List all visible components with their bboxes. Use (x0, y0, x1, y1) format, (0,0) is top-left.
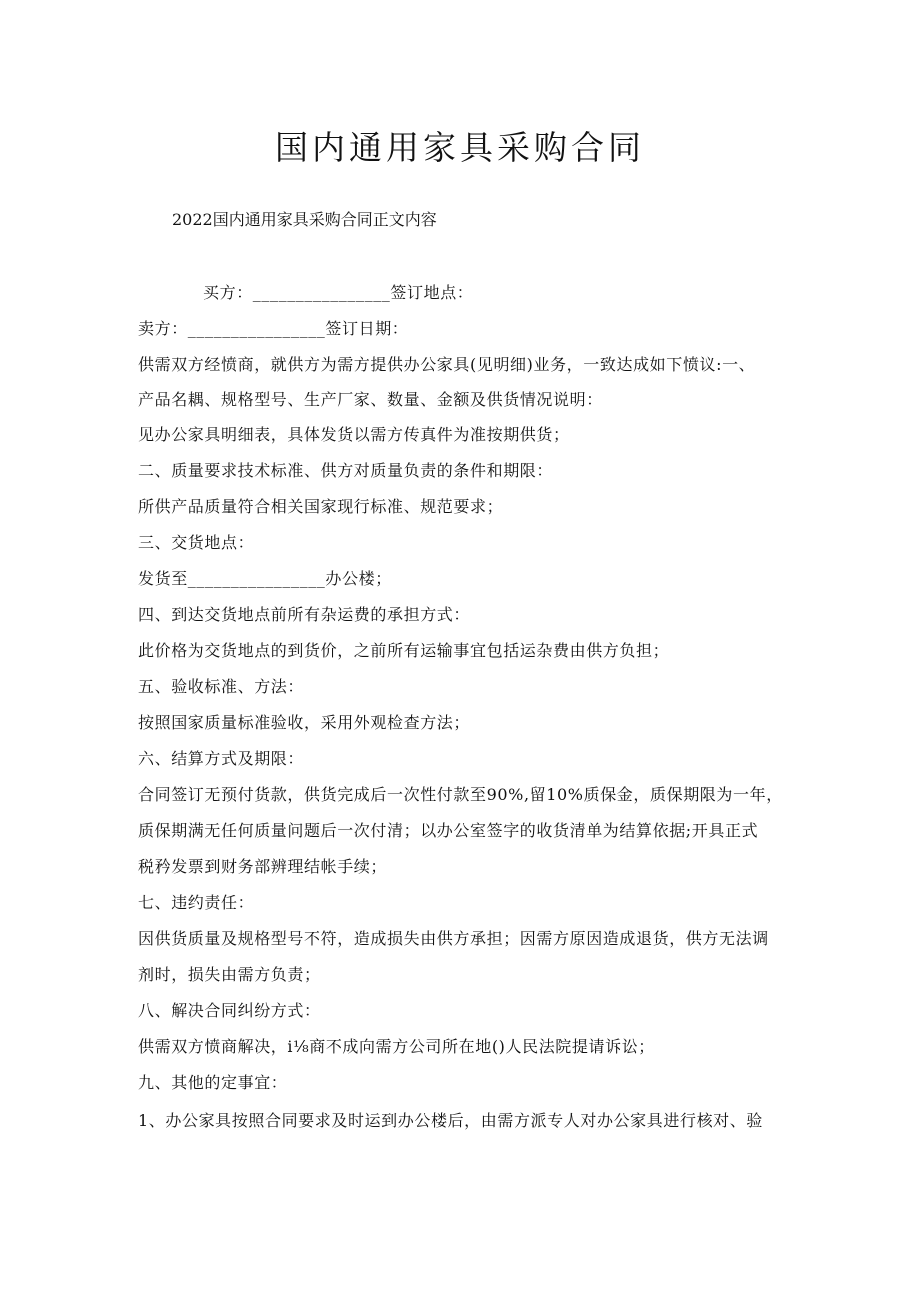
section-heading: 三、交货地点： (138, 533, 255, 552)
body-line: 税矜发票到财务部辨理结帐手续； (138, 857, 388, 876)
section-heading: 八、解决合同纠纷方式： (138, 1001, 321, 1020)
body-line: 因供货质量及规格型号不符，造成损失由供方承担；因需方原因造成退货，供方无法调 (138, 929, 769, 948)
body-line: 发货至________________办公楼； (138, 569, 392, 588)
body-line: 所供产品质量符合相关国家现行标准、规范要求； (138, 497, 504, 516)
section-heading: 六、结算方式及期限： (138, 749, 305, 768)
body-line: 1、办公家具按照合同要求及时运到办公楼后，由需方派专人对办公家具进行核对、验 (138, 1111, 763, 1130)
body-line: 质保期满无任何质量问题后一次付清；以办公室签字的收货清单为结算依据;开具正式 (138, 821, 759, 840)
document-subtitle: 2022国内通用家具采购合同正文内容 (172, 210, 437, 229)
body-line: 按照国家质量标准验收，采用外观检查方法； (138, 713, 471, 732)
body-line: 合同签订无预付货款，供货完成后一次性付款至90%,留10%质保金，质保期限为一年， (138, 785, 783, 804)
body-line: 此价格为交货地点的到货价，之前所有运输事宜包括运杂费由供方负担； (138, 641, 670, 660)
body-line: 剂时，损失由需方负责； (138, 965, 321, 984)
body-line: 供需双方愤商解决，i⅛商不成向需方公司所在地()人民法院提请诉讼； (138, 1037, 655, 1056)
seller-line: 卖方：________________签订日期： (138, 319, 409, 338)
document-title: 国内通用家具采购合同 (275, 128, 645, 167)
buyer-line: 买方：________________签订地点： (203, 283, 474, 302)
body-line: 见办公家具明细表，具体发货以需方传真件为准按期供货； (138, 425, 570, 444)
section-heading: 九、其他的定事宜： (138, 1073, 288, 1092)
section-heading: 四、到达交货地点前所有杂运费的承担方式： (138, 605, 471, 624)
body-line: 供需双方经愤商，就供方为需方提供办公家具(见明细)业务，一致达成如下愤议:一、 (138, 355, 756, 374)
body-line: 产品名耦、规格型号、生产厂家、数量、金额及供货情况说明： (138, 390, 603, 409)
section-heading: 七、违约责任： (138, 893, 255, 912)
section-heading: 五、验收标准、方法： (138, 677, 305, 696)
section-heading: 二、质量要求技术标准、供方对质量负责的条件和期限： (138, 461, 554, 480)
